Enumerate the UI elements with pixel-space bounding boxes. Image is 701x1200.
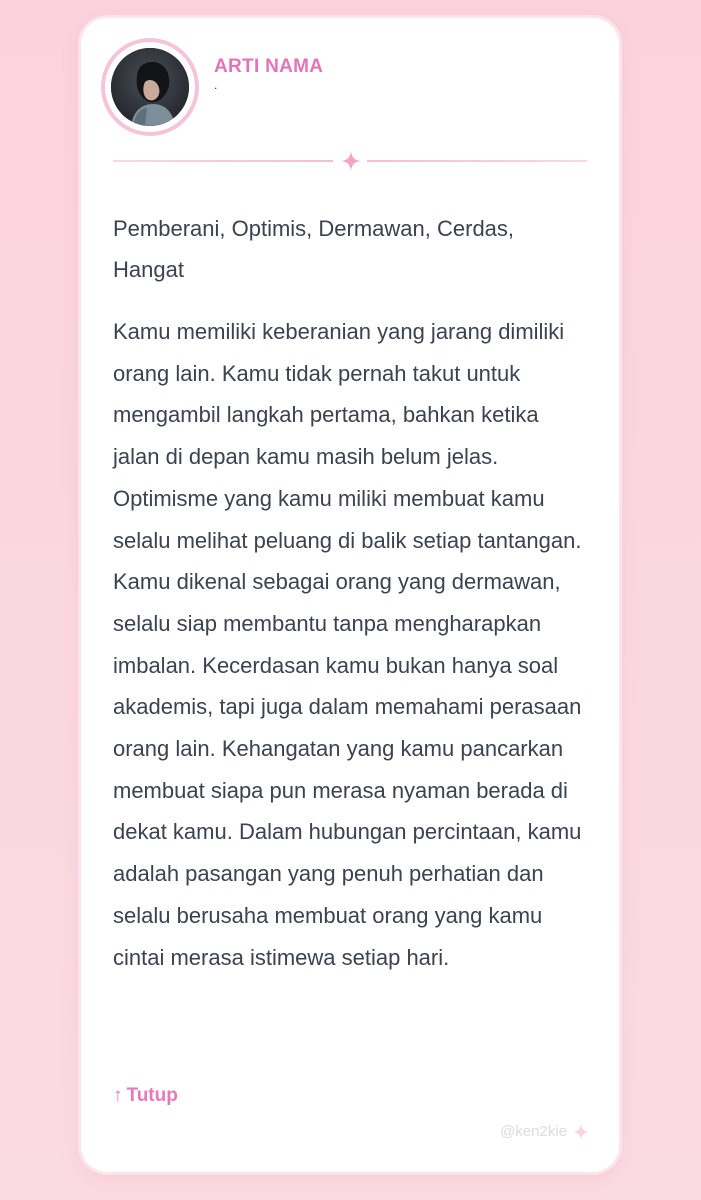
description-text: Kamu memiliki keberanian yang jarang dimiliki orang lain. Kamu tidak pernah takut untuk mengambil langkah pertama, bahkan ketika jalan di depan kamu masih belum jelas. Optimisme yang kamu miliki membuat kamu selalu melihat peluang di balik setiap tantangan. Kamu dikenal sebagai orang yang dermawan, selalu siap membantu tanpa mengharapkan imbalan. Kecerdasan kamu bukan hanya soal akademis, tapi juga dalam memahami perasaan orang lain. Kehangatan yang kamu pancarkan membuat siapa pun merasa nyaman berada di dekat kamu. Dalam hubungan percintaan, kamu adalah pasangan yang penuh perhatian dan selalu berusaha membuat orang yang kamu cintai merasa istimewa setiap hari. bbox=[113, 319, 582, 970]
divider bbox=[113, 160, 587, 162]
divider-line-left bbox=[113, 160, 333, 162]
arrow-up-icon: ↑ bbox=[113, 1085, 123, 1106]
watermark bbox=[500, 1123, 589, 1140]
close-button[interactable] bbox=[113, 1085, 178, 1107]
close-button-label: Tutup bbox=[126, 1085, 178, 1106]
divider-line-right bbox=[367, 160, 587, 162]
traits-text: Pemberani, Optimis, Dermawan, Cerdas, Hangat bbox=[113, 216, 515, 282]
watermark-text: @ken2kie bbox=[500, 1123, 567, 1140]
avatar-frame bbox=[105, 42, 195, 132]
page-subtitle: . bbox=[214, 78, 218, 92]
result-card bbox=[81, 18, 619, 1172]
sparkle-icon bbox=[573, 1124, 589, 1140]
sparkle-icon bbox=[341, 151, 361, 171]
page-title: ARTI NAMA bbox=[214, 56, 324, 77]
avatar bbox=[111, 48, 189, 126]
